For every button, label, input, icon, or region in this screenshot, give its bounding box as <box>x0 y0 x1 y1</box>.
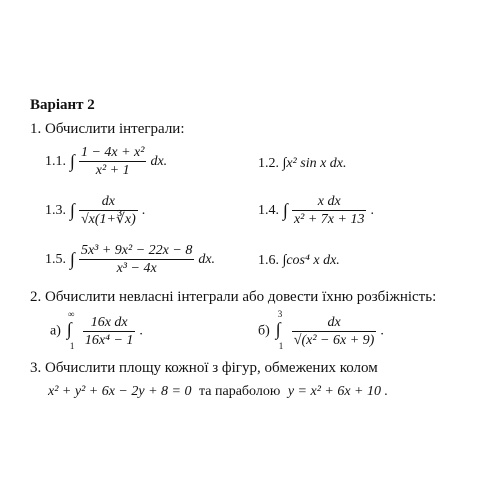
upper-limit: ∞ <box>67 309 75 319</box>
differential: dx. <box>198 252 216 268</box>
item-label: 1.4. <box>258 203 279 219</box>
numerator: dx <box>79 193 138 211</box>
denominator: x² + 7x + 13 <box>293 212 365 227</box>
task2-item-b <box>258 309 384 353</box>
integral-sign: ∫ <box>70 249 75 269</box>
task3-equations <box>48 384 388 400</box>
denominator: x³ − 4x <box>116 261 157 276</box>
parabola-equation: y = x² + 6x + 10 . <box>287 384 388 399</box>
task1-item-4 <box>258 193 374 228</box>
expression: ∫x² sin x dx. <box>282 156 347 171</box>
item-label: а) <box>50 323 61 339</box>
definite-integral <box>65 309 79 351</box>
item-label: б) <box>258 323 270 339</box>
circle-equation: x² + y² + 6x − 2y + 8 = 0 <box>48 384 192 399</box>
lower-limit: 1 <box>69 341 75 351</box>
task1-item-2 <box>258 156 347 172</box>
item-label: 1.6. <box>258 253 279 268</box>
integral-sign: ∫ <box>66 319 72 339</box>
differential: dx. <box>150 154 168 170</box>
fraction <box>79 193 138 228</box>
numerator: 1 − 4x + x² <box>80 145 145 160</box>
fraction <box>79 144 147 179</box>
task1-item-6 <box>258 253 340 269</box>
numerator: dx <box>292 314 377 332</box>
integral-sign: ∫ <box>283 200 288 220</box>
period: . <box>370 203 374 219</box>
connector-text: та параболою <box>199 384 281 399</box>
lower-limit: 1 <box>278 341 284 351</box>
task1-item-5 <box>45 242 215 277</box>
fraction <box>83 314 136 349</box>
task1-heading: 1. Обчислити інтеграли: <box>30 121 185 137</box>
period: . <box>380 323 384 339</box>
integral-sign: ∫ <box>70 200 75 220</box>
task2-heading: 2. Обчислити невласні інтеграли або довести їхню розбіжність: <box>30 289 437 305</box>
item-label: 1.3. <box>45 203 66 219</box>
denominator: 16x⁴ − 1 <box>84 332 134 348</box>
item-label: 1.2. <box>258 156 279 171</box>
period: . <box>139 323 143 339</box>
task1-item-3 <box>45 193 145 228</box>
expression: ∫cos⁴ x dx. <box>282 253 340 268</box>
task2-item-a <box>50 309 143 353</box>
denominator: √(x² − 6x + 9) <box>293 332 375 348</box>
integral-sign: ∫ <box>70 151 75 171</box>
task1-item-1 <box>45 144 167 179</box>
period: . <box>141 203 146 219</box>
fraction <box>292 193 367 228</box>
item-label: 1.5. <box>45 252 66 268</box>
numerator: 5x³ + 9x² − 22x − 8 <box>80 243 193 258</box>
denominator: √x(1+∛x) <box>80 212 136 227</box>
upper-limit: 3 <box>277 309 283 319</box>
fraction <box>79 242 194 277</box>
task3-heading: 3. Обчислити площу кожної з фігур, обмежених колом <box>30 360 378 376</box>
definite-integral <box>274 309 288 351</box>
variant-title: Варіант 2 <box>30 97 95 113</box>
numerator: x dx <box>292 193 367 211</box>
denominator: x² + 1 <box>95 163 130 178</box>
item-label: 1.1. <box>45 154 66 170</box>
numerator: 16x dx <box>83 314 136 332</box>
fraction <box>292 314 377 349</box>
integral-sign: ∫ <box>275 319 281 339</box>
